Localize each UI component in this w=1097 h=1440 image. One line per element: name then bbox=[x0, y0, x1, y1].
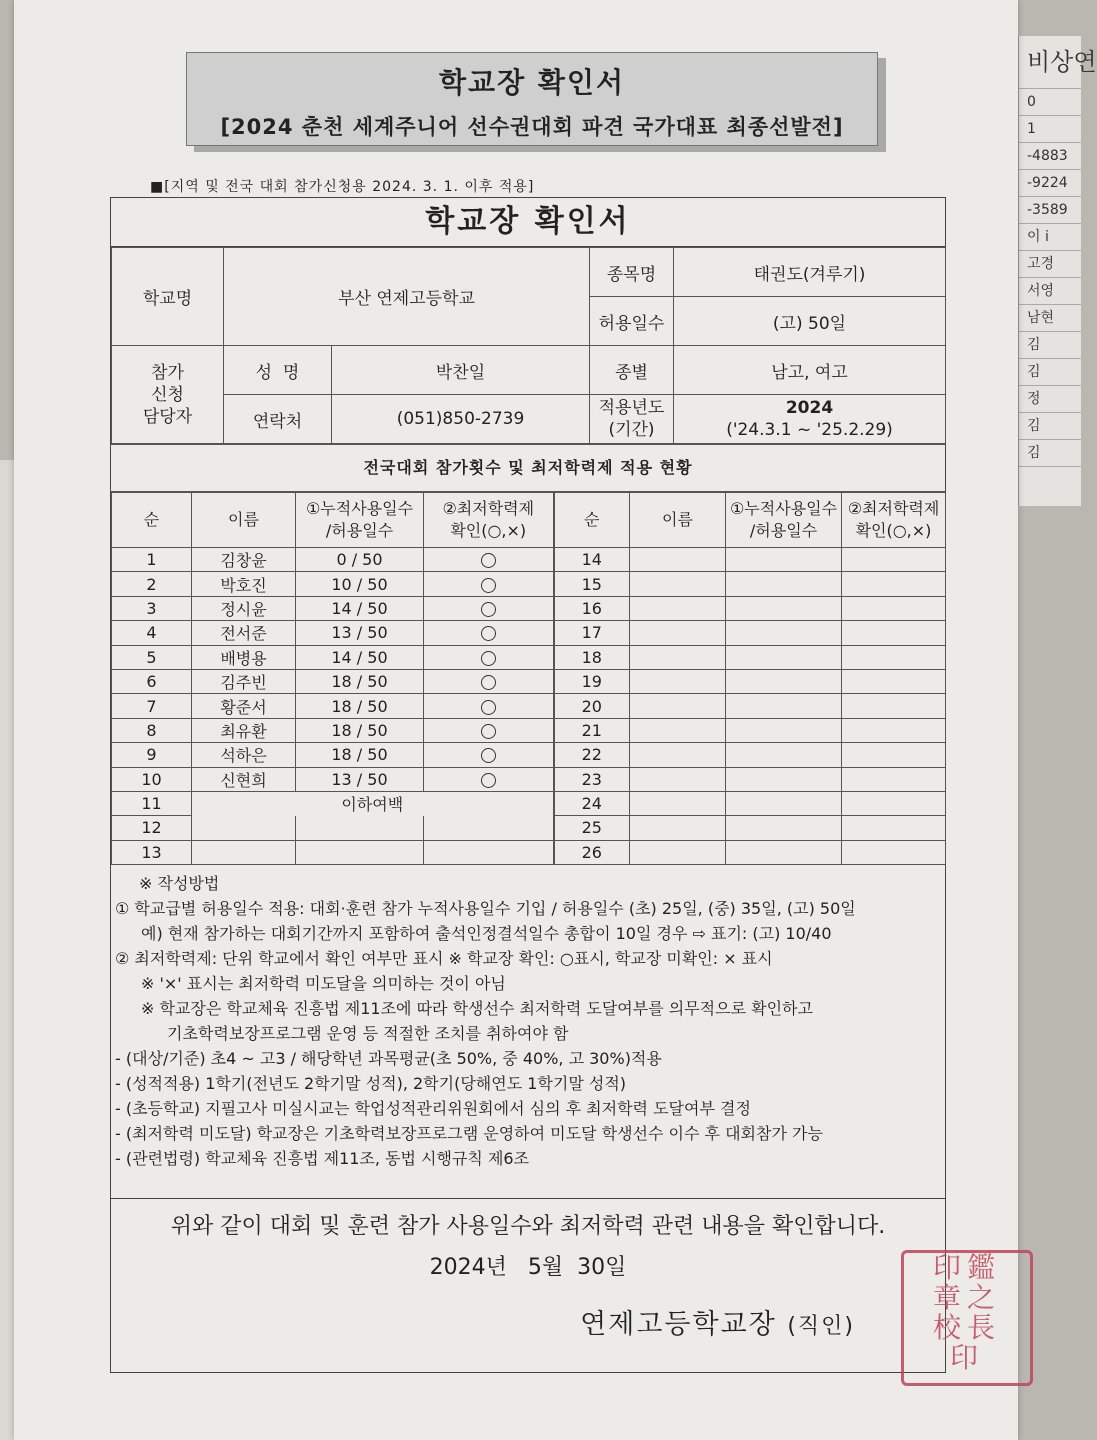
table-row bbox=[112, 791, 946, 815]
row-days bbox=[726, 645, 842, 669]
row-days: 18 / 50 bbox=[296, 694, 424, 718]
year-label bbox=[590, 395, 674, 444]
gender-value: 남고, 여고 bbox=[674, 346, 946, 395]
row-no: 6 bbox=[112, 669, 192, 693]
row-days bbox=[726, 621, 842, 645]
official-seal-icon: 印鑑 章之 校長 印 bbox=[901, 1250, 1033, 1386]
row-check bbox=[842, 718, 946, 742]
manager-label bbox=[112, 346, 224, 444]
row-check bbox=[842, 621, 946, 645]
row-name: 김주빈 bbox=[192, 669, 296, 693]
row-days bbox=[296, 816, 424, 840]
circle-mark-icon bbox=[481, 773, 496, 788]
contact-label: 연락처 bbox=[224, 395, 332, 444]
row-days bbox=[726, 743, 842, 767]
allowed-days-label: 허용일수 bbox=[590, 297, 674, 346]
instruction-line: ② 최저학력제: 단위 학교에서 확인 여부만 표시 ※ 학교장 확인: ○표시, 학교장 미확인: × 표시 bbox=[115, 949, 773, 969]
side-sheet-line: 남현 bbox=[1019, 305, 1081, 332]
row-check bbox=[842, 645, 946, 669]
circle-mark-icon bbox=[481, 700, 496, 715]
row-check bbox=[842, 572, 946, 596]
instruction-line: 예) 현재 참가하는 대회기간까지 포함하여 출석인정결석일수 총합이 10일 경우 ⇨ 표기: (고) 10/40 bbox=[141, 924, 832, 944]
principal-signature bbox=[580, 1302, 855, 1341]
instruction-line: ※ 학교장은 학교체육 진흥법 제11조에 따라 학생선수 최저학력 도달여부를 의무적으로 확인하고 bbox=[141, 999, 813, 1019]
row-check bbox=[424, 767, 554, 791]
col-check-line: 확인(○,×) bbox=[855, 521, 932, 540]
row-name: 신현희 bbox=[192, 767, 296, 791]
instruction-line: - (성적적용) 1학기(전년도 2학기말 성적), 2학기(당해연도 1학기말 성적) bbox=[115, 1074, 627, 1094]
col-name: 이름 bbox=[192, 493, 296, 548]
row-check bbox=[842, 767, 946, 791]
col-days bbox=[726, 493, 842, 548]
row-days: 18 / 50 bbox=[296, 718, 424, 742]
row-days bbox=[726, 840, 842, 864]
instruction-line: 기초학력보장프로그램 운영 등 적절한 조치를 취하여야 함 bbox=[167, 1024, 569, 1044]
row-name bbox=[192, 816, 296, 840]
row-name: 전서준 bbox=[192, 621, 296, 645]
instruction-line: - (초등학교) 지필고사 미실시교는 학업성적관리위원회에서 심의 후 최저학력 도달여부 결정 bbox=[115, 1099, 751, 1119]
side-sheet-line: 이 i bbox=[1019, 224, 1081, 251]
row-days bbox=[726, 572, 842, 596]
col-check-line: ②최저학력제 bbox=[847, 499, 940, 518]
row-check bbox=[842, 840, 946, 864]
table-row bbox=[112, 743, 946, 767]
row-name: 정시윤 bbox=[192, 596, 296, 620]
row-check bbox=[424, 816, 554, 840]
row-name bbox=[630, 767, 726, 791]
row-no: 4 bbox=[112, 621, 192, 645]
document-subtitle: [2024 춘천 세계주니어 선수권대회 파견 국가대표 최종선발전] bbox=[220, 115, 844, 139]
side-sheet-line: 김 bbox=[1019, 413, 1081, 440]
table-row bbox=[112, 840, 946, 864]
section-title: 전국대회 참가횟수 및 최저학력제 적용 현황 bbox=[111, 444, 945, 492]
row-no: 20 bbox=[554, 694, 630, 718]
row-days: 13 / 50 bbox=[296, 767, 424, 791]
principal-name: 연제고등학교장 bbox=[580, 1309, 777, 1340]
table-row bbox=[112, 621, 946, 645]
col-no: 순 bbox=[554, 493, 630, 548]
col-days-line: /허용일수 bbox=[749, 521, 818, 540]
confirmation-date: 2024년 5월 30일 bbox=[429, 1255, 627, 1280]
row-check bbox=[424, 572, 554, 596]
header-box bbox=[186, 52, 878, 146]
year-label-line: 적용년도 bbox=[598, 398, 665, 418]
table-row bbox=[112, 767, 946, 791]
row-days bbox=[726, 816, 842, 840]
instruction-line: - (최저학력 미도달) 학교장은 기초학력보장프로그램 운영하여 미도달 학생선수 이수 후 대회참가 가능 bbox=[115, 1124, 823, 1144]
row-days: 10 / 50 bbox=[296, 572, 424, 596]
row-no: 7 bbox=[112, 694, 192, 718]
manager-label-line: 담당자 bbox=[142, 406, 193, 427]
row-days: 18 / 50 bbox=[296, 743, 424, 767]
row-no: 16 bbox=[554, 596, 630, 620]
col-name: 이름 bbox=[630, 493, 726, 548]
table-row bbox=[112, 548, 946, 572]
row-check bbox=[424, 645, 554, 669]
circle-mark-icon bbox=[481, 553, 496, 568]
manager-name-label: 성 명 bbox=[224, 346, 332, 395]
row-no: 15 bbox=[554, 572, 630, 596]
event-label: 종목명 bbox=[590, 248, 674, 297]
row-check bbox=[842, 596, 946, 620]
row-no: 24 bbox=[554, 791, 630, 815]
col-days-line: ①누적사용일수 bbox=[729, 499, 838, 518]
row-name bbox=[630, 645, 726, 669]
row-check bbox=[842, 743, 946, 767]
row-name bbox=[630, 791, 726, 815]
row-days bbox=[726, 669, 842, 693]
side-sheet-line: 김 bbox=[1019, 332, 1081, 359]
manager-label-line: 신청 bbox=[151, 384, 184, 405]
circle-mark-icon bbox=[481, 651, 496, 666]
table-row bbox=[112, 645, 946, 669]
confirmation-form bbox=[110, 197, 1001, 1374]
row-days: 14 / 50 bbox=[296, 645, 424, 669]
table-row bbox=[112, 572, 946, 596]
seal-note: (직인) bbox=[787, 1314, 855, 1339]
table-row bbox=[112, 694, 946, 718]
row-no: 25 bbox=[554, 816, 630, 840]
row-days bbox=[726, 718, 842, 742]
col-days bbox=[296, 493, 424, 548]
side-sheet bbox=[1018, 36, 1097, 506]
row-check bbox=[842, 669, 946, 693]
row-name bbox=[630, 669, 726, 693]
circle-mark-icon bbox=[481, 602, 496, 617]
side-sheet-line: 고경 bbox=[1019, 251, 1081, 278]
side-sheet-line: 0 bbox=[1019, 89, 1081, 116]
row-no: 11 bbox=[112, 791, 192, 815]
row-name bbox=[630, 548, 726, 572]
participation-table bbox=[111, 492, 946, 865]
row-days bbox=[726, 596, 842, 620]
instruction-line: ※ '×' 표시는 최저학력 미도달을 의미하는 것이 아님 bbox=[141, 974, 506, 994]
row-no: 12 bbox=[112, 816, 192, 840]
row-name bbox=[630, 840, 726, 864]
row-name bbox=[630, 743, 726, 767]
row-days bbox=[726, 767, 842, 791]
row-check bbox=[424, 596, 554, 620]
year-value-line: ('24.3.1 ~ '25.2.29) bbox=[726, 420, 893, 440]
row-name: 석하은 bbox=[192, 743, 296, 767]
col-days-line: /허용일수 bbox=[325, 521, 394, 540]
instruction-title: ※ 작성방법 bbox=[139, 874, 220, 894]
side-sheet-line: -3589 bbox=[1019, 197, 1081, 224]
row-check bbox=[424, 743, 554, 767]
row-check bbox=[424, 694, 554, 718]
row-no: 14 bbox=[554, 548, 630, 572]
side-sheet-line: 비상연 bbox=[1019, 36, 1081, 89]
manager-label-line: 참가 bbox=[151, 362, 184, 383]
col-no: 순 bbox=[112, 493, 192, 548]
writing-instructions bbox=[111, 865, 945, 1171]
row-name bbox=[630, 572, 726, 596]
row-no: 26 bbox=[554, 840, 630, 864]
info-table bbox=[111, 247, 946, 444]
row-check bbox=[424, 621, 554, 645]
row-days bbox=[296, 840, 424, 864]
row-name: 박호진 bbox=[192, 572, 296, 596]
table-row bbox=[112, 816, 946, 840]
instruction-line: - (대상/기준) 초4 ~ 고3 / 해당학년 과목평균(초 50%, 중 40%, 고 30%)적용 bbox=[115, 1049, 662, 1069]
allowed-days-value: (고) 50일 bbox=[674, 297, 946, 346]
row-no: 5 bbox=[112, 645, 192, 669]
col-days-line: ①누적사용일수 bbox=[305, 499, 414, 518]
row-name bbox=[630, 621, 726, 645]
year-value-line: 2024 bbox=[785, 398, 834, 418]
table-row bbox=[112, 669, 946, 693]
row-name bbox=[630, 596, 726, 620]
side-sheet-line: 정 bbox=[1019, 386, 1081, 413]
row-no: 21 bbox=[554, 718, 630, 742]
row-check bbox=[842, 694, 946, 718]
event-value: 태권도(겨루기) bbox=[674, 248, 946, 297]
side-sheet-line: -4883 bbox=[1019, 143, 1081, 170]
row-name bbox=[192, 840, 296, 864]
side-sheet-line: 김 bbox=[1019, 440, 1081, 467]
blank-note: 이하여백 bbox=[192, 791, 554, 815]
confirmation-statement: 위와 같이 대회 및 훈련 참가 사용일수와 최저학력 관련 내용을 확인합니다. bbox=[111, 1198, 945, 1240]
application-note: ■[지역 및 전국 대회 참가신청용 2024. 3. 1. 이후 적용] bbox=[150, 179, 535, 195]
row-check bbox=[424, 669, 554, 693]
row-days: 13 / 50 bbox=[296, 621, 424, 645]
contact-value: (051)850-2739 bbox=[332, 395, 590, 444]
row-check bbox=[424, 548, 554, 572]
row-check bbox=[842, 548, 946, 572]
school-value: 부산 연제고등학교 bbox=[224, 248, 590, 346]
instruction-line: ① 학교급별 허용일수 적용: 대회·훈련 참가 누적사용일수 기입 / 허용일수 (초) 25일, (중) 35일, (고) 50일 bbox=[115, 899, 856, 919]
circle-mark-icon bbox=[481, 675, 496, 690]
row-check bbox=[842, 816, 946, 840]
row-name bbox=[630, 816, 726, 840]
row-name bbox=[630, 694, 726, 718]
row-no: 17 bbox=[554, 621, 630, 645]
row-days: 14 / 50 bbox=[296, 596, 424, 620]
row-days: 0 / 50 bbox=[296, 548, 424, 572]
col-check bbox=[842, 493, 946, 548]
year-value bbox=[674, 395, 946, 444]
document-title: 학교장 확인서 bbox=[438, 66, 626, 99]
circle-mark-icon bbox=[481, 748, 496, 763]
row-no: 19 bbox=[554, 669, 630, 693]
row-name: 배병용 bbox=[192, 645, 296, 669]
school-label: 학교명 bbox=[112, 248, 224, 346]
row-days: 18 / 50 bbox=[296, 669, 424, 693]
col-check bbox=[424, 493, 554, 548]
row-check bbox=[842, 791, 946, 815]
row-name: 최유환 bbox=[192, 718, 296, 742]
circle-mark-icon bbox=[481, 724, 496, 739]
side-sheet-line: 서영 bbox=[1019, 278, 1081, 305]
side-sheet-line: -9224 bbox=[1019, 170, 1081, 197]
row-no: 9 bbox=[112, 743, 192, 767]
row-no: 10 bbox=[112, 767, 192, 791]
row-check bbox=[424, 840, 554, 864]
background-paper-edge bbox=[0, 460, 14, 1440]
side-sheet-line: 김 bbox=[1019, 359, 1081, 386]
instruction-line: - (관련법령) 학교체육 진흥법 제11조, 동법 시행규칙 제6조 bbox=[115, 1149, 530, 1169]
circle-mark-icon bbox=[481, 578, 496, 593]
row-days bbox=[726, 548, 842, 572]
row-days bbox=[726, 791, 842, 815]
table-row bbox=[112, 718, 946, 742]
row-name bbox=[630, 718, 726, 742]
row-no: 13 bbox=[112, 840, 192, 864]
row-no: 23 bbox=[554, 767, 630, 791]
row-no: 8 bbox=[112, 718, 192, 742]
col-check-line: ②최저학력제 bbox=[442, 499, 535, 518]
row-no: 1 bbox=[112, 548, 192, 572]
row-name: 김창윤 bbox=[192, 548, 296, 572]
gender-label: 종별 bbox=[590, 346, 674, 395]
row-days bbox=[726, 694, 842, 718]
col-check-line: 확인(○,×) bbox=[450, 521, 527, 540]
year-label-line: (기간) bbox=[608, 420, 655, 440]
row-no: 2 bbox=[112, 572, 192, 596]
row-no: 3 bbox=[112, 596, 192, 620]
table-row bbox=[112, 596, 946, 620]
side-sheet-line: 1 bbox=[1019, 116, 1081, 143]
row-check bbox=[424, 718, 554, 742]
form-title: 학교장 확인서 bbox=[111, 198, 945, 247]
row-name: 황준서 bbox=[192, 694, 296, 718]
manager-name-value: 박찬일 bbox=[332, 346, 590, 395]
row-no: 18 bbox=[554, 645, 630, 669]
circle-mark-icon bbox=[481, 626, 496, 641]
row-no: 22 bbox=[554, 743, 630, 767]
